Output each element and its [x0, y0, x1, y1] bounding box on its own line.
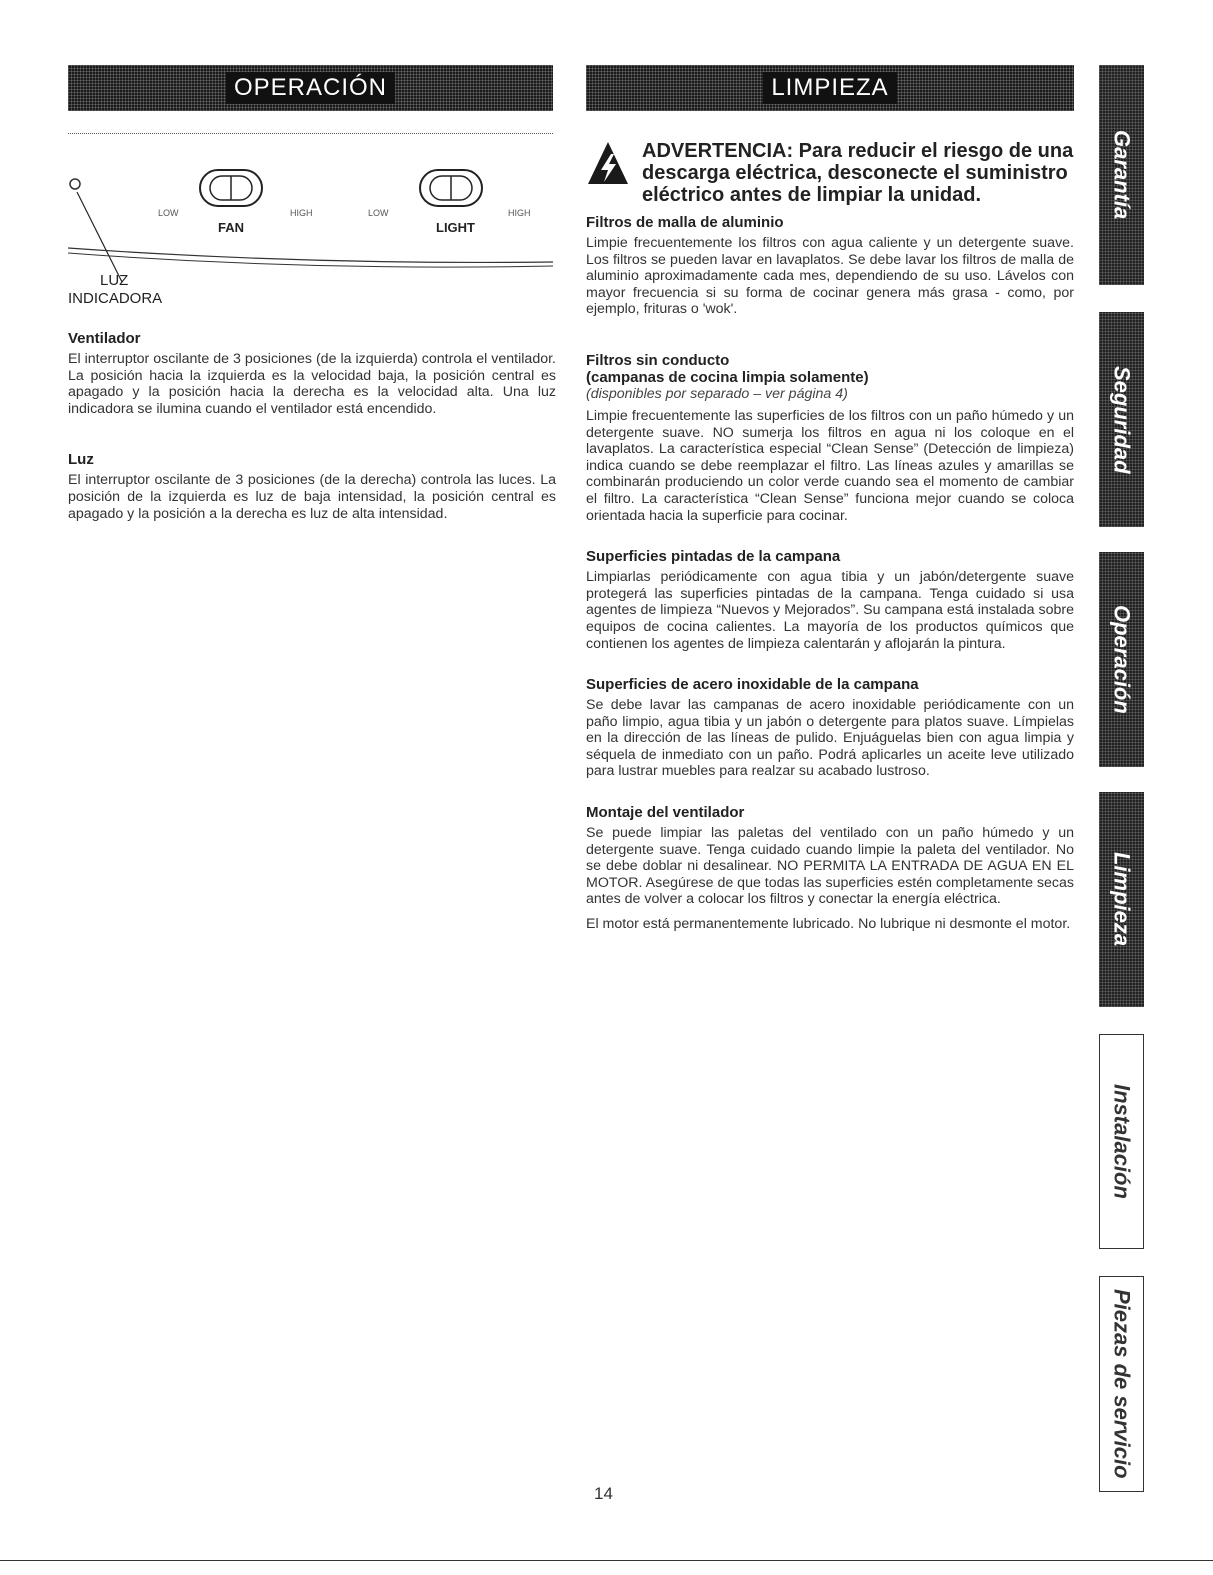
page-bottom-rule — [0, 1560, 1213, 1561]
tab-operacion[interactable] — [1099, 552, 1144, 767]
tab-instalacion-label: Instalación — [1109, 1084, 1135, 1199]
ventilador-heading: Ventilador — [68, 330, 141, 347]
limpieza-column — [586, 140, 1074, 957]
acero-inoxidable-heading: Superficies de acero inoxidable de la campana — [586, 676, 919, 694]
fan-high-label: HIGH — [290, 208, 313, 218]
filtros-malla-heading: Filtros de malla de aluminio — [586, 214, 784, 231]
indicator-label-line2: INDICADORA — [68, 290, 163, 307]
montaje-ventilador-heading: Montaje del ventilador — [586, 804, 745, 822]
tab-instalacion[interactable] — [1099, 1034, 1144, 1249]
filtros-malla-section — [586, 214, 1074, 318]
filtros-sin-conducto-note: (disponibles por separado – ver página 4) — [586, 385, 848, 402]
light-high-label: HIGH — [508, 208, 531, 218]
indicator-light-icon — [70, 179, 80, 189]
tab-seguridad-label: Seguridad — [1109, 365, 1135, 474]
light-label: LIGHT — [436, 220, 475, 235]
operacion-banner-title: OPERACIÓN — [226, 72, 395, 104]
filtros-sin-conducto-text: Limpie frecuentemente las superficies de los filtros con un paño húmedo y un detergente suave. NO sumerja los filtros en agua ni los coloque en el lavaplatos. La característica especial “Clean Sense” (Detección de limpieza) indica cuando se debe reemplazar el filtro. Las líneas azules y amarillas se combinarán produciendo un color verde cuando sea el momento de cambiar el filtro. La característica “Clean Sense” funciona mejor cuando se coloca orientada hacia la superficie para cocinar. — [586, 407, 1074, 524]
tab-garantia[interactable] — [1099, 65, 1144, 285]
tab-piezas-de-servicio[interactable] — [1099, 1276, 1144, 1492]
tab-limpieza[interactable] — [1099, 792, 1144, 1007]
tab-piezas-de-servicio-label: Piezas de servicio — [1109, 1289, 1135, 1479]
acero-inoxidable-section — [586, 676, 1074, 780]
tab-seguridad[interactable] — [1099, 312, 1144, 527]
electric-shock-warning-icon — [586, 140, 630, 188]
fan-label: FAN — [218, 220, 244, 235]
montaje-ventilador-section — [586, 804, 1074, 933]
limpieza-banner-title: LIMPIEZA — [763, 72, 896, 104]
filtros-sin-conducto-heading: Filtros sin conducto — [586, 351, 730, 369]
warning-text: ADVERTENCIA: Para reducir el riesgo de una descarga eléctrica, desconecte el suministro eléctrico antes de limpiar la unidad. — [642, 140, 1074, 206]
superficies-pintadas-section — [586, 548, 1074, 652]
tab-limpieza-label: Limpieza — [1109, 852, 1135, 947]
tab-garantia-label: Garantía — [1109, 130, 1135, 220]
filtros-sin-conducto-section — [586, 352, 1074, 524]
control-panel-drawing — [68, 140, 558, 310]
ventilador-section — [68, 330, 556, 417]
ventilador-text: El interruptor oscilante de 3 posiciones (de la izquierda) controla el ventilador. La posición hacia la izquierda es la velocidad baja, la posición central es apagado y la posición hacia la derecha es la velocidad alta. Una luz indicadora se ilumina cuando el ventilador está encendido. — [68, 351, 556, 417]
operacion-column — [68, 330, 556, 546]
warning-block — [586, 140, 1074, 206]
limpieza-banner — [586, 65, 1074, 111]
filtros-malla-text: Limpie frecuentemente los filtros con agua caliente y un detergente suave. Los filtros se pueden lavar en lavaplatos. Se debe lavar los filtros de malla de aluminio aproximadamente cada mes, dependiendo de su uso. Lávelos con mayor frecuencia si su forma de cocinar genera más grasa - como, por ejemplo, frituras o 'wok'. — [586, 235, 1074, 318]
luz-heading: Luz — [68, 451, 94, 469]
superficies-pintadas-heading: Superficies pintadas de la campana — [586, 548, 841, 566]
tab-operacion-label: Operación — [1109, 605, 1135, 714]
indicator-label-line1: LUZ — [100, 272, 129, 289]
operacion-banner — [68, 65, 553, 111]
acero-inoxidable-text: Se debe lavar las campanas de acero inoxidable periódicamente con un paño limpio, agua tibia y un jabón o detergente para platos suave. Límpielas en la dirección de las líneas de pulido. Enjuáguelas bien con agua limpia y séquela de inmediato con un paño. Podrá aplicarles un aceite leve utilizado para lustrar muebles para realzar su acabado lustroso. — [586, 697, 1074, 780]
light-low-label: LOW — [368, 208, 389, 218]
montaje-ventilador-text: Se puede limpiar las paletas del ventilado con un paño húmedo y un detergente suave. Tenga cuidado cuando limpie la paleta del ventilador. No se debe doblar ni desalinear. NO PERMITA LA ENTRADA DE AGUA EN EL MOTOR. Asegúrese de que todas las superficies estén completamente secas antes de volver a colocar los filtros y conectar la energía eléctrica. — [586, 825, 1074, 908]
section-divider — [68, 133, 553, 134]
luz-text: El interruptor oscilante de 3 posiciones (de la derecha) controla las luces. La posición de la izquierda es luz de baja intensidad, la posición central es apagado y la posición a la derecha es luz de alta intensidad. — [68, 472, 556, 522]
luz-section — [68, 451, 556, 522]
motor-text: El motor está permanentemente lubricado. No lubrique ni desmonte el motor. — [586, 916, 1071, 933]
superficies-pintadas-text: Limpiarlas periódicamente con agua tibia y un jabón/detergente suave protegerá las superficies pintadas de la campana. Tenga cuidado si usa agentes de limpieza “Nuevos y Mejorados”. Su campana está instalada sobre equipos de cocina calientes. La mayoría de los productos químicos que contienen los agentes de limpieza calentarán y aflojarán la pintura. — [586, 569, 1074, 652]
page-number: 14 — [594, 1484, 613, 1503]
filtros-sin-conducto-subheading: (campanas de cocina limpia solamente) — [586, 368, 869, 386]
fan-low-label: LOW — [158, 208, 179, 218]
control-panel-diagram — [68, 140, 558, 310]
